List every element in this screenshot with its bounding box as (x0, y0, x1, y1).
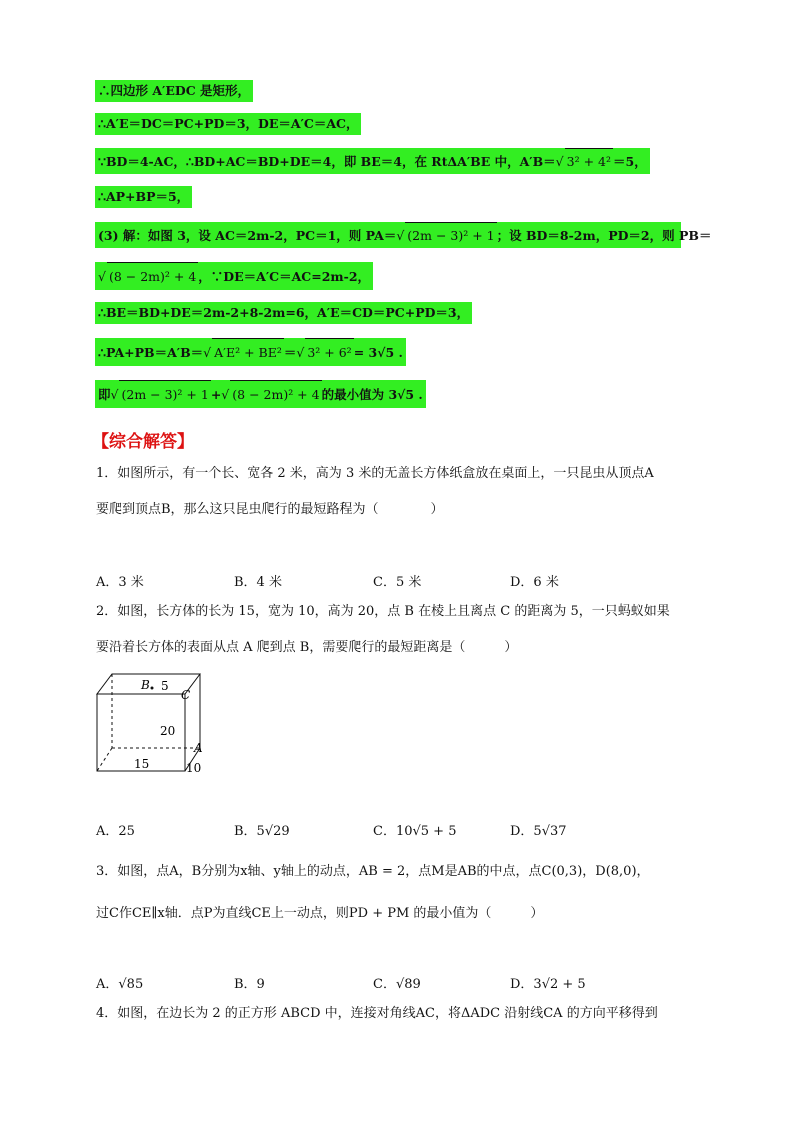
radical-sign: √ (296, 345, 305, 360)
question-2-line-1: 2．如图，长方体的长为 15，宽为 10，高为 20，点 B 在棱上且离点 C 的距离为 5，一只蚂蚁如果 (96, 604, 670, 619)
solution-line-5 (95, 222, 712, 248)
radical-content: (2m − 3)² + 1 (119, 380, 210, 409)
solution-text: = 3√5 . (353, 345, 403, 360)
option-a[interactable]: A．25 (96, 824, 135, 839)
solution-text: ∴PA+PB＝A′B＝ (98, 345, 204, 360)
label-c: C (181, 688, 191, 702)
solution-text: ＝5， (613, 154, 647, 169)
cuboid-figure (90, 668, 220, 780)
solution-text: 即 (98, 387, 111, 402)
radical-sign: √ (203, 345, 212, 360)
option-c[interactable]: C．5 米 (373, 575, 422, 590)
hidden-edge (97, 748, 112, 771)
solution-text: ∴A′E＝DC＝PC+PD＝3，DE＝A′C＝AC， (98, 116, 359, 131)
radical-sign: √ (221, 387, 230, 402)
label-5: 5 (161, 679, 169, 693)
radical-sign: √ (110, 387, 119, 402)
label-b: B (141, 678, 150, 692)
radical-content: A′E² + BE² (212, 338, 284, 367)
solution-line-7 (95, 302, 472, 324)
label-10: 10 (186, 761, 202, 775)
option-c[interactable]: C．10√5 + 5 (373, 824, 457, 839)
solution-line-2 (95, 113, 361, 135)
option-a[interactable]: A．3 米 (96, 575, 144, 590)
solution-text: ∴四边形 A′EDC 是矩形， (98, 83, 251, 98)
solution-text: + (210, 387, 222, 402)
question-4-line-1: 4．如图，在边长为 2 的正方形 ABCD 中，连接对角线AC，将ΔADC 沿射线CA 的方向平移得到 (96, 1006, 658, 1021)
solution-text: ；设 BD＝8-2m，PD＝2，则 PB＝ (496, 228, 712, 243)
label-a: A (194, 741, 203, 755)
solution-line-3 (95, 148, 650, 174)
solution-text: ，∵DE＝A′C＝AC=2m-2， (198, 269, 371, 284)
option-d[interactable]: D．6 米 (510, 575, 559, 590)
question-3-line-1: 3．如图，点A，B分别为x轴、y轴上的动点，AB = 2，点M是AB的中点，点C(0,3)，D(8,0)， (96, 864, 650, 879)
question-1-line-2: 要爬到顶点B，那么这只昆虫爬行的最短路程为（ ） (96, 502, 444, 517)
radical-content: (2m − 3)² + 1 (405, 222, 496, 249)
solution-text: ∴AP+BP＝5， (98, 189, 190, 204)
solution-line-9 (95, 380, 426, 408)
solution-text: ∴BE＝BD+DE＝2m-2+8-2m=6，A′E＝CD＝PC+PD＝3， (98, 305, 470, 320)
label-15: 15 (134, 757, 150, 771)
radical-content: 3² + 6² (305, 338, 353, 367)
solution-line-1 (95, 80, 253, 102)
radical-content: (8 − 2m)² + 4 (107, 262, 198, 291)
solution-text: (3) 解：如图 3，设 AC＝2m-2，PC＝1，则 PA＝ (98, 228, 397, 243)
solution-line-8 (95, 338, 406, 366)
solution-text: ∵BD＝4-AC，∴BD+AC＝BD+DE＝4，即 BE＝4，在 RtΔA′BE 中，A′B＝ (98, 154, 556, 169)
label-20: 20 (160, 724, 176, 738)
question-1-line-1: 1．如图所示，有一个长、宽各 2 米，高为 3 米的无盖长方体纸盒放在桌面上，一只昆虫从顶点A (96, 466, 654, 481)
option-b[interactable]: B．4 米 (234, 575, 282, 590)
question-2-line-2: 要沿着长方体的表面从点 A 爬到点 B，需要爬行的最短距离是（ ） (96, 640, 518, 655)
radical-sign: √ (98, 269, 106, 284)
radical-sign: √ (396, 228, 405, 243)
question-3-line-2: 过C作CE∥x轴．点P为直线CE上一动点，则PD + PM 的最小值为（ ） (96, 906, 544, 921)
radical-sign: √ (555, 154, 564, 169)
option-b[interactable]: B．9 (234, 977, 265, 992)
option-b[interactable]: B．5√29 (234, 824, 290, 839)
option-a[interactable]: A．√85 (96, 977, 144, 992)
option-d[interactable]: D．5√37 (510, 824, 567, 839)
radical-content: 3² + 4² (565, 148, 613, 175)
solution-text: 的最小值为 3√5 . (321, 387, 423, 402)
option-c[interactable]: C．√89 (373, 977, 421, 992)
point-b-marker (151, 687, 154, 690)
section-heading: 【综合解答】 (92, 432, 194, 452)
solution-line-6 (95, 262, 373, 290)
solution-text: ＝ (283, 345, 297, 360)
option-d[interactable]: D．3√2 + 5 (510, 977, 586, 992)
solution-line-4 (95, 186, 192, 208)
radical-content: (8 − 2m)² + 4 (230, 380, 321, 409)
